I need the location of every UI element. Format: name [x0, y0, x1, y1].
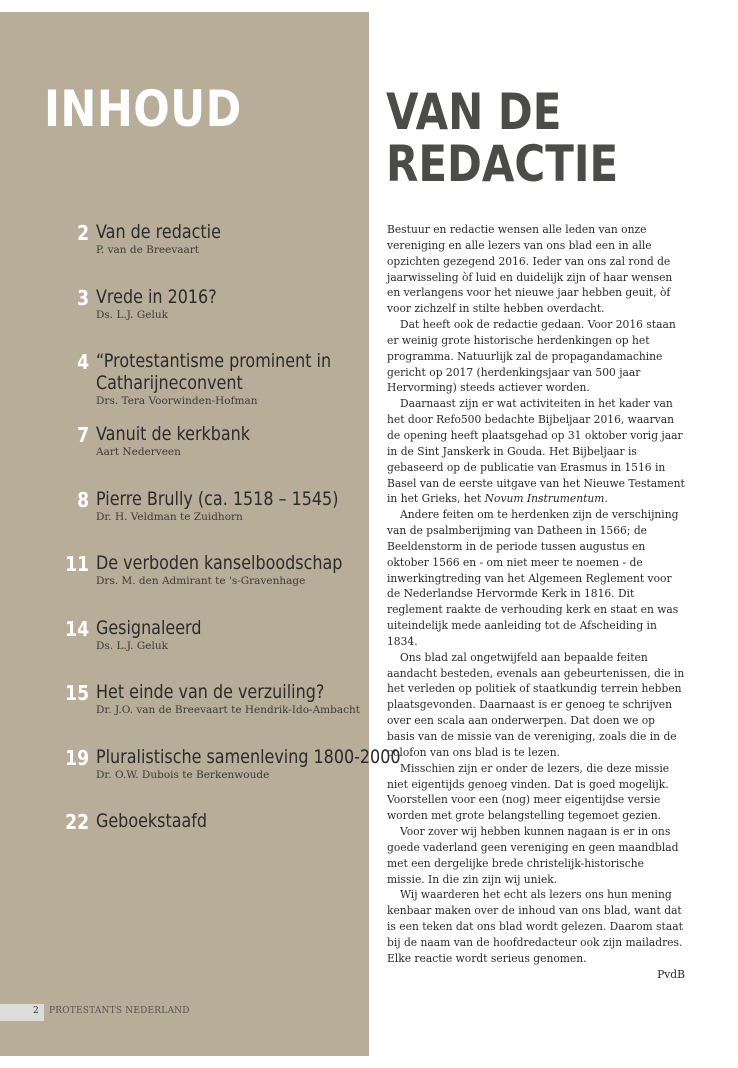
signature: PvdB: [657, 967, 685, 981]
toc-item[interactable]: [60, 286, 360, 351]
toc-item[interactable]: [60, 423, 360, 488]
article-body: [387, 222, 685, 983]
paragraph: [387, 396, 685, 507]
toc-page-number: 19: [65, 745, 90, 770]
toc-author: P. van de Breevaart: [96, 244, 200, 256]
toc-item[interactable]: [60, 617, 360, 682]
toc-page-number: 14: [65, 616, 90, 641]
toc-page-number: 15: [65, 681, 90, 705]
toc-title-continued: Catharijneconvent: [96, 372, 243, 394]
toc-author: Ds. L.J. Geluk: [96, 639, 168, 652]
toc-author: Aart Nederveen: [96, 446, 181, 458]
paragraph: Wij waarderen het echt als lezers ons hun mening kenbaar maken over de inhoud van ons blad, want dat is een teken dat ons blad wordt gelezen. Daarom staat bij de naam van de hoofdredacteur ook zijn mailadres. Elke reactie wordt serieus genomen.: [387, 888, 683, 965]
article-title-line1: VAN DE: [386, 83, 562, 141]
toc-title: Pierre Brully (ca. 1518 – 1545): [96, 487, 339, 510]
toc-item[interactable]: [60, 745, 401, 811]
toc-title: Pluralistische samenleving 1800-2000: [96, 745, 401, 768]
toc-title: Het einde van de verzuiling?: [96, 681, 325, 703]
toc-author: Dr. H. Veldman te Zuidhorn: [96, 510, 243, 523]
toc-item[interactable]: [60, 488, 360, 553]
paragraph: Andere feiten om te herdenken zijn de verschijning van de psalmberijming van Datheen in 1566; de Beeldenstorm in de periode tussen augustus en oktober 1566 en - om niet meer te noemen - de inwerkingtreding van het Algemeen Reglement voor de Nederlandse Hervormde Kerk in 1816. Dit reglement raakte de verhouding kerk en staat en was uiteindelijk mede aanleiding tot de Afscheiding in 1834.: [387, 508, 679, 648]
toc-page-number: 22: [65, 810, 90, 834]
toc-item[interactable]: [60, 552, 360, 617]
paragraph: Voor zover wij hebben kunnen nagaan is er in ons goede vaderland geen vereniging en geen maandblad met een dergelijke brede christelijk-historische missie. In die zin zijn wij uniek.: [387, 825, 679, 886]
toc-author: Drs. Tera Voorwinden-Hofman: [96, 395, 258, 407]
toc-item[interactable]: [60, 681, 360, 746]
toc-author: Dr. J.O. van de Breevaart te Hendrik-Ido-Ambacht: [96, 704, 360, 716]
toc-title: Vrede in 2016?: [96, 285, 217, 308]
toc-item[interactable]: [60, 350, 360, 423]
paragraph: Misschien zijn er onder de lezers, die deze missie niet eigentijds genoeg vinden. Dat is goed mogelijk. Voorstellen voor een (nog) meer eigentijdse versie worden met grote belangstelling tegemoet gezien.: [387, 761, 670, 823]
italic-title: Novum Instrumentum: [484, 492, 605, 506]
paragraph: Bestuur en redactie wensen alle leden van onze vereniging en alle lezers van ons blad een in alle opzichten gezegend 2016. Ieder van ons zal rond de jaarwisseling òf luid en duidelijk zijn of haar wensen en verlangens voor het nieuwe jaar hebben geuit, òf voor zichzelf in stilte hebben overdacht.: [387, 223, 673, 316]
paragraph: Dat heeft ook de redactie gedaan. Voor 2016 staan er weinig grote historische herdenkingen op het programma. Natuurlijk zal de propagandamachine gericht op 2017 (herdenkingsjaar van 500 jaar Hervorming) steeds actiever worden.: [387, 318, 676, 395]
toc-title: Van de redactie: [96, 221, 221, 243]
paragraph-text-end: .: [604, 492, 608, 506]
toc-title: De verboden kanselboodschap: [96, 552, 343, 574]
paragraph: Ons blad zal ongetwijfeld aan bepaalde feiten aandacht besteden, evenals aan gebeurtenissen, die in het verleden op politiek of staatkundig terrein hebben plaatsgevonden. Daarnaast is er genoeg te schrijven over een scala aan onderwerpen. Dat doen we op basis van de missie van de vereniging, zoals die in de colofon van ons blad is te lezen.: [387, 650, 685, 759]
toc-item[interactable]: [60, 221, 360, 286]
toc-author: Drs. M. den Admirant te 's-Gravenhage: [96, 575, 306, 587]
toc-author: Dr. O.W. Dubois te Berkenwoude: [96, 768, 270, 781]
toc-page-number: 3: [77, 285, 90, 310]
table-of-contents: [60, 221, 401, 875]
toc-title: “Protestantisme prominent in: [96, 350, 332, 372]
paragraph-text: Daarnaast zijn er wat activiteiten in het kader van het door Refo500 bedachte Bijbeljaar 2016, waarvan de opening heeft plaatsgehad op 31 oktober vorig jaar in de Sint Janskerk in Gouda. Het Bijbeljaar is gebaseerd op de publicatie van Erasmus in 1516 in Basel van de eerste uitgave van het Nieuwe Testament in het Grieks, het: [387, 397, 685, 506]
article-title: [386, 83, 672, 193]
toc-page-number: 2: [77, 221, 90, 245]
publication-name: PROTESTANTS NEDERLAND: [49, 1006, 190, 1016]
toc-page-number: 4: [77, 350, 90, 374]
toc-title: Geboekstaafd: [96, 810, 208, 832]
page-number: 2: [33, 1006, 39, 1016]
contents-title: INHOUD: [44, 80, 242, 138]
toc-page-number: 11: [65, 552, 90, 576]
toc-title: Gesignaleerd: [96, 616, 202, 639]
toc-title: Vanuit de kerkbank: [96, 423, 251, 445]
article-title-line2: REDACTIE: [386, 135, 619, 193]
toc-page-number: 8: [77, 487, 90, 512]
toc-page-number: 7: [77, 423, 90, 447]
toc-item[interactable]: [60, 810, 360, 875]
toc-author: Ds. L.J. Geluk: [96, 308, 168, 321]
